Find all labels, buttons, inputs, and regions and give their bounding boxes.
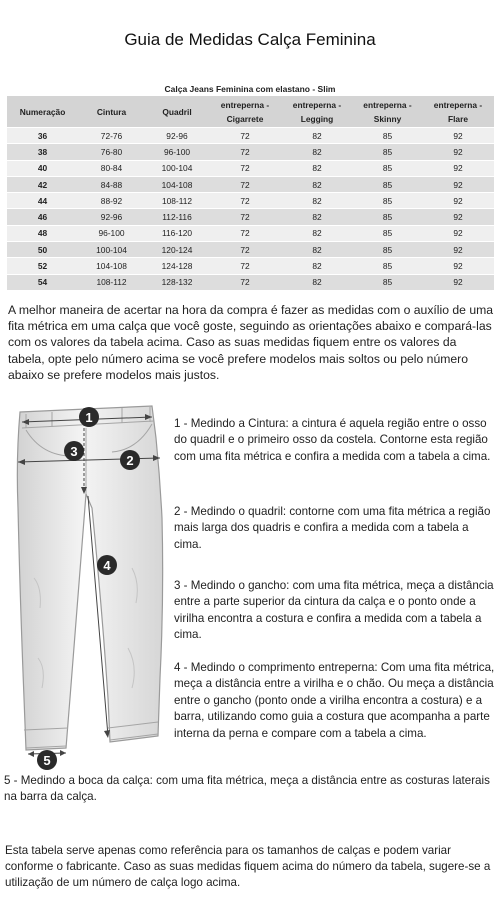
table-cell: 85	[353, 176, 422, 192]
table-cell: 72-76	[78, 128, 145, 144]
header-flare: entreperna - Flare	[422, 96, 494, 128]
size-table	[7, 96, 494, 290]
marker-3-label: 3	[70, 444, 78, 459]
table-cell: 42	[7, 176, 78, 192]
table-cell: 85	[353, 128, 422, 144]
table-row	[7, 209, 494, 225]
header-cintura: Cintura	[78, 96, 145, 128]
table-cell: 54	[7, 274, 78, 290]
table-cell: 82	[281, 225, 353, 241]
table-row	[7, 225, 494, 241]
table-cell: 82	[281, 193, 353, 209]
marker-2-label: 2	[126, 453, 134, 468]
table-cell: 72	[209, 193, 281, 209]
table-cell: 85	[353, 160, 422, 176]
step-quadril: 2 - Medindo o quadril: contorne com uma fita métrica a região mais larga dos quadris e confira a medida com a tabela a cima.	[174, 505, 491, 551]
table-cell: 44	[7, 193, 78, 209]
table-cell: 82	[281, 209, 353, 225]
table-cell: 38	[7, 144, 78, 160]
table-cell: 82	[281, 176, 353, 192]
table-cell: 72	[209, 160, 281, 176]
header-legging: entreperna - Legging	[281, 96, 353, 128]
table-cell: 82	[281, 160, 353, 176]
pants-illustration	[12, 398, 170, 770]
step-cintura: 1 - Medindo a Cintura: a cintura é aquela região entre o osso do quadril e o primeiro osso da costela. Contorne esta região com uma fita métrica e confira a medida com a tabela a cima.	[174, 417, 491, 463]
step-entreperna: 4 - Medindo o comprimento entreperna: Com uma fita métrica, meça a distância entre a virilha e o chão. Ou meça a distância entre o gancho (ponto onde a virilha encontra a costura) e a barra, utilizando como guia a costura que acompanha a parte interna da perna e compare com a tabela a cima.	[174, 661, 495, 740]
table-cell: 108-112	[145, 193, 209, 209]
table-cell: 85	[353, 274, 422, 290]
table-cell: 72	[209, 225, 281, 241]
header-cigarrete: entreperna - Cigarrete	[209, 96, 281, 128]
table-cell: 92	[422, 128, 494, 144]
table-cell: 72	[209, 274, 281, 290]
table-cell: 124-128	[145, 258, 209, 274]
table-cell: 82	[281, 128, 353, 144]
table-cell: 46	[7, 209, 78, 225]
table-cell: 36	[7, 128, 78, 144]
table-row	[7, 274, 494, 290]
marker-3	[64, 441, 84, 461]
table-cell: 82	[281, 144, 353, 160]
table-cell: 85	[353, 258, 422, 274]
table-body	[7, 128, 494, 290]
table-cell: 85	[353, 193, 422, 209]
table-cell: 100-104	[145, 160, 209, 176]
table-cell: 72	[209, 258, 281, 274]
table-cell: 88-92	[78, 193, 145, 209]
table-cell: 92	[422, 193, 494, 209]
table-cell: 92	[422, 242, 494, 258]
step-boca: 5 - Medindo a boca da calça: com uma fita métrica, meça a distância entre as costuras laterais na barra da calça.	[4, 774, 490, 804]
header-quadril: Quadril	[145, 96, 209, 128]
table-cell: 112-116	[145, 209, 209, 225]
footnote: Esta tabela serve apenas como referência para os tamanhos de calças e podem variar conforme o fabricante. Caso as suas medidas fiquem acima do número da tabela, sugere-se a utilização de um número de calça logo acima.	[5, 844, 491, 890]
table-cell: 85	[353, 144, 422, 160]
table-cell: 92	[422, 209, 494, 225]
table-cell: 92	[422, 274, 494, 290]
table-row	[7, 176, 494, 192]
table-cell: 92	[422, 160, 494, 176]
marker-4	[97, 555, 117, 575]
table-cell: 85	[353, 242, 422, 258]
table-row	[7, 258, 494, 274]
table-row	[7, 242, 494, 258]
table-cell: 72	[209, 242, 281, 258]
table-cell: 92-96	[145, 128, 209, 144]
table-row	[7, 160, 494, 176]
table-cell: 92	[422, 225, 494, 241]
table-cell: 92	[422, 258, 494, 274]
table-cell: 72	[209, 176, 281, 192]
marker-1-label: 1	[85, 410, 93, 425]
table-cell: 82	[281, 274, 353, 290]
table-cell: 40	[7, 160, 78, 176]
table-cell: 85	[353, 225, 422, 241]
marker-4-label: 4	[103, 558, 111, 573]
table-cell: 116-120	[145, 225, 209, 241]
table-cell: 52	[7, 258, 78, 274]
marker-5	[37, 750, 57, 770]
marker-2	[120, 450, 140, 470]
table-cell: 96-100	[145, 144, 209, 160]
intro-paragraph: A melhor maneira de acertar na hora da compra é fazer as medidas com o auxílio de uma fita métrica em uma calça que você goste, seguindo as orientações abaixo e compará-las com os valores da tabela acima. Caso as suas medidas fiquem entre os valores da tabela, opte pelo número acima se você prefere modelos mais soltos ou pelo número abaixo se prefere modelos mais justos.	[8, 303, 494, 382]
table-cell: 72	[209, 144, 281, 160]
table-cell: 92	[422, 144, 494, 160]
table-cell: 48	[7, 225, 78, 241]
table-row	[7, 128, 494, 144]
step-gancho: 3 - Medindo o gancho: com uma fita métrica, meça a distância entre a parte superior da cintura da calça e o ponto onde a virilha encontra a costura e confira a medida com a tabela a cima.	[174, 579, 494, 642]
table-cell: 50	[7, 242, 78, 258]
table-cell: 72	[209, 128, 281, 144]
page-title: Guia de Medidas Calça Feminina	[124, 30, 376, 49]
table-cell: 128-132	[145, 274, 209, 290]
table-cell: 104-108	[145, 176, 209, 192]
table-header-row	[7, 96, 494, 128]
table-cell: 92	[422, 176, 494, 192]
table-cell: 72	[209, 209, 281, 225]
table-row	[7, 144, 494, 160]
table-cell: 108-112	[78, 274, 145, 290]
table-cell: 96-100	[78, 225, 145, 241]
table-cell: 82	[281, 258, 353, 274]
header-skinny: entreperna - Skinny	[353, 96, 422, 128]
header-numeracao: Numeração	[7, 96, 78, 128]
table-cell: 120-124	[145, 242, 209, 258]
marker-5-label: 5	[43, 753, 51, 768]
table-cell: 85	[353, 209, 422, 225]
table-cell: 100-104	[78, 242, 145, 258]
table-cell: 104-108	[78, 258, 145, 274]
table-cell: 92-96	[78, 209, 145, 225]
table-cell: 76-80	[78, 144, 145, 160]
table-caption: Calça Jeans Feminina com elastano - Slim	[164, 84, 336, 94]
table-cell: 84-88	[78, 176, 145, 192]
table-cell: 82	[281, 242, 353, 258]
pants-body	[17, 406, 162, 750]
table-row	[7, 193, 494, 209]
table-cell: 80-84	[78, 160, 145, 176]
marker-1	[79, 407, 99, 427]
